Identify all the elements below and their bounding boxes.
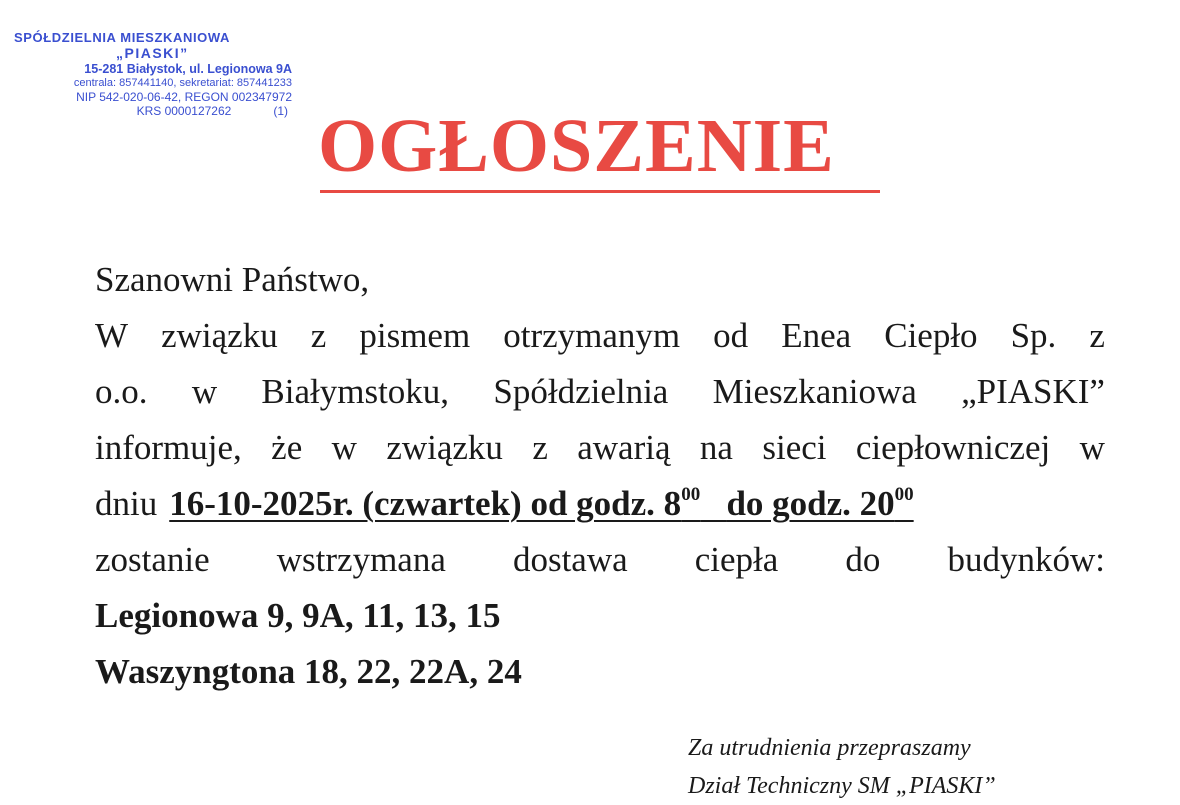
signature-text: Dział Techniczny SM „PIASKI” (688, 773, 996, 799)
body-word: Enea (781, 316, 852, 355)
body-word: z (310, 316, 327, 355)
cooperative-stamp (6, 30, 292, 118)
body-word: do (845, 540, 881, 579)
closing-block (688, 729, 996, 805)
buildings-legionowa: Legionowa 9, 9A, 11, 13, 15 (95, 596, 501, 635)
greeting: Szanowni Państwo, (95, 260, 370, 299)
body-line-2 (95, 364, 1105, 420)
body-line-1 (95, 308, 1105, 364)
body-word: związku (161, 316, 278, 355)
stamp-phones: centrala: 857441140, sekretariat: 857441233 (73, 76, 292, 89)
body-word: pismem (359, 316, 471, 355)
body-word: ciepła (694, 540, 779, 579)
body-word: Spółdzielnia (493, 372, 669, 411)
body-line-3 (95, 420, 1105, 476)
body-word: ciepłowniczej (855, 428, 1051, 467)
body-word: z (1089, 316, 1105, 355)
start-hour-minutes: 00 (681, 484, 701, 505)
body-word: otrzymanym (503, 316, 681, 355)
body-word: W (95, 316, 129, 355)
body-word: w (191, 372, 218, 411)
body-word: Ciepło (884, 316, 978, 355)
body-word: „PIASKI” (961, 372, 1105, 411)
body-word: budynków: (947, 540, 1105, 579)
body-line-5 (95, 532, 1105, 588)
body-word: w (1079, 428, 1105, 467)
body-word: zostanie (95, 540, 210, 579)
body-word: na (699, 428, 733, 467)
outage-date-time (169, 476, 1087, 532)
body-word: Białymstoku, (261, 372, 450, 411)
body-word: awarią (577, 428, 671, 467)
stamp-org-short-name: „PIASKI” (116, 45, 189, 62)
body-word: w (331, 428, 357, 467)
stamp-nip-regon: NIP 542-020-06-42, REGON 002347972 (76, 89, 292, 104)
stamp-krs: KRS 0000127262 (136, 103, 232, 118)
body-word: wstrzymana (276, 540, 446, 579)
stamp-address: 15-281 Białystok, ul. Legionowa 9A (84, 61, 292, 76)
apology-text: Za utrudnienia przepraszamy (688, 735, 971, 761)
body-word: że (271, 428, 303, 467)
body-word: informuje, (95, 428, 242, 467)
body-word: związku (386, 428, 503, 467)
title-underline (320, 190, 880, 193)
stamp-krs-row (6, 104, 292, 118)
stamp-org-name: SPÓŁDZIELNIA MIESZKANIOWA (14, 30, 231, 45)
end-hour-minutes: 00 (894, 484, 914, 505)
stamp-number: (1) (273, 103, 288, 118)
buildings-waszyngtona: Waszyngtona 18, 22, 22A, 24 (95, 652, 522, 691)
date-prefix: dniu (95, 484, 158, 523)
outage-date-line (95, 476, 1105, 532)
body-word: z (532, 428, 548, 467)
body-word: o.o. (95, 372, 148, 411)
body-word: Sp. (1010, 316, 1057, 355)
outage-end-time: do godz. 20 (726, 484, 895, 523)
outage-date-start: 16-10-2025r. (czwartek) od godz. 8 (169, 484, 682, 523)
body-word: sieci (762, 428, 827, 467)
body-word: od (713, 316, 749, 355)
announcement-body (95, 252, 1105, 700)
body-word: dostawa (512, 540, 628, 579)
announcement-title: OGŁOSZENIE (318, 104, 835, 188)
body-word: Mieszkaniowa (712, 372, 917, 411)
